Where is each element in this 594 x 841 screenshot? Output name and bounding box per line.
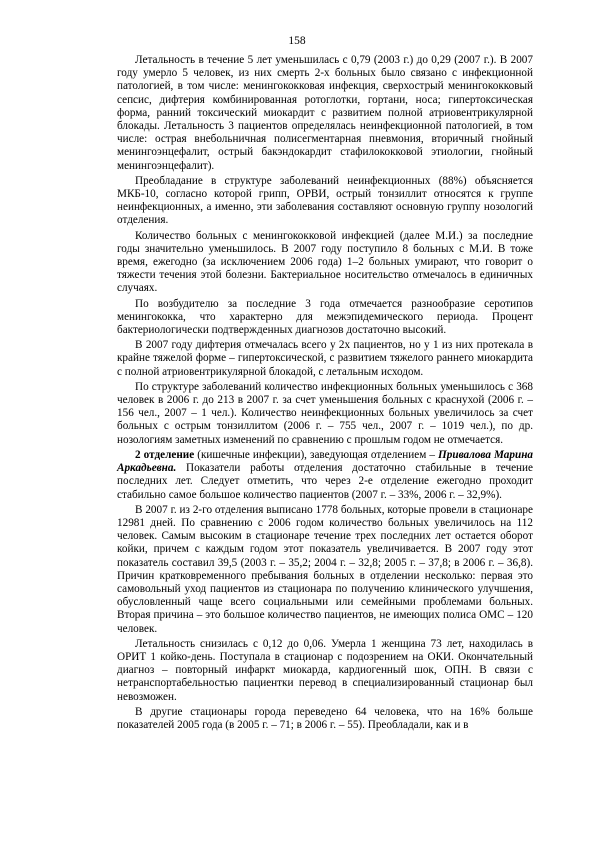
department-subtitle: (кишечные инфекции), заведующая отделением – [194, 448, 439, 461]
paragraph-mortality: Летальность в течение 5 лет уменьшилась с 0,79 (2003 г.) до 0,29 (2007 г.). В 2007 году умерло 5 человек, из них смерть 2-х больных было связано с инфекционной патологией, в том числе: менингококковая инфекция, сверхострый менингококковый сепсис, дифтерия комбинированная ротоглотки, гортани, носа; гипертоксическая форма, ранний токсический миокардит с развитием полной атриовентрикулярной блокады. Летальность 3 пациентов определялась неинфекционной патологией, в том числе: острая внебольничная полисегментарная пневмония, вторичный гнойный менингоэнцефалит, острый бакэндокардит стафилококковой этиологии, гнойный менингоэнцефалит). [117, 54, 533, 172]
paragraph-discharged: В 2007 г. из 2-го отделения выписано 1778 больных, которые провели в стационаре 12981 дней. По сравнению с 2006 годом количество больных увеличилось на 112 человек. Самым высоким в стационаре течение трех последних лет остается оборот койки, причем с каждым годом этот показатель увеличивается. В 2007 году этот показатель составил 39,5 (2003 г. – 35,2; 2004 г. – 32,8; 2005 г. – 37,8; в 2006 г. – 36,8). Причин кратковременного пребывания больных в отделении несколько: первая это самовольный уход пациентов из стационара по получению клинического улучшения, обусловленный чаще всего социальными или семейными проблемами больных. Вторая причина – это большое количество пациентов, не имеющих полиса ОМС – 120 человек. [117, 503, 533, 635]
paragraph-noninfectious-predominance: Преобладание в структуре заболеваний неинфекционных (88%) объясняется МКБ-10, согласно которой грипп, ОРВИ, острый тонзиллит относятся к группе неинфекционных, а именно, эти заболевания составляют основную группу нозологий отделения. [117, 174, 533, 227]
paragraph-transfers: В другие стационары города переведено 64 человека, что на 16% больше показателей 2005 года (в 2005 г. – 71; в 2006 г. – 55). Преобладали, как и в [117, 705, 533, 731]
paragraph-diphtheria: В 2007 году дифтерия отмечалась всего у 2х пациентов, но у 1 из них протекала в крайне тяжелой форме – гипертоксической, с развитием тяжелого раннего миокардита с полной атриовентрикулярной блокадой, с летальным исходом. [117, 339, 533, 378]
paragraph-serotypes: По возбудителю за последние 3 года отмечается разнообразие серотипов менингококка, что характерно для межэпидемического периода. Процент бактериологически подтвержденных диагнозов достаточно высокий. [117, 297, 533, 337]
paragraph-disease-structure: По структуре заболеваний количество инфекционных больных уменьшилось с 368 человек в 2006 г. до 213 в 2007 г. за счет уменьшения больных с краснухой (2006 г. – 156 чел., 2007 – 1 чел.). Количество неинфекционных больных увеличилось за счет больных с острым тонзиллитом (2006 г. – 755 чел., 2007 г. – 1019 чел.), по др. нозологиям заметных изменений по сравнению с прошлым годом не отмечается. [117, 380, 533, 446]
department-head-name: Привалова Марина Аркадьевна. [117, 448, 534, 475]
paragraph-meningococcal: Количество больных с менингококковой инфекцией (далее М.И.) за последние годы значительно уменьшилось. В 2007 году поступило 8 больных с М.И. В тоже время, ежегодно (за исключением 2006 года) 1–2 больных умирают, что говорит о тяжести течения этой болезни. Бактериальное носительство отмечалось в единичных случаях. [117, 229, 533, 295]
document-body [117, 54, 533, 733]
department-title: 2 отделение [135, 448, 195, 461]
paragraph-department-2 [117, 449, 533, 502]
department-text: Показатели работы отделения достаточно стабильные в течение последних лет. Следует отметить, что через 2-е отделение ежегодно проходит стабильно самое большое количество пациентов (2007 г. – 33%, 2006 г. – 32,9%). [117, 462, 533, 501]
page-number: 158 [288, 35, 306, 47]
paragraph-mortality-decline: Летальность снизилась с 0,12 до 0,06. Умерла 1 женщина 73 лет, находилась в ОРИТ 1 койко-день. Поступала в стационар с подозрением на ОКИ. Окончательный диагноз – повторный инфаркт миокарда, кардиогенный шок, ОПН. В связи с нетранспортабельностью пациентки перевод в специализированный стационар был невозможен. [117, 637, 533, 703]
